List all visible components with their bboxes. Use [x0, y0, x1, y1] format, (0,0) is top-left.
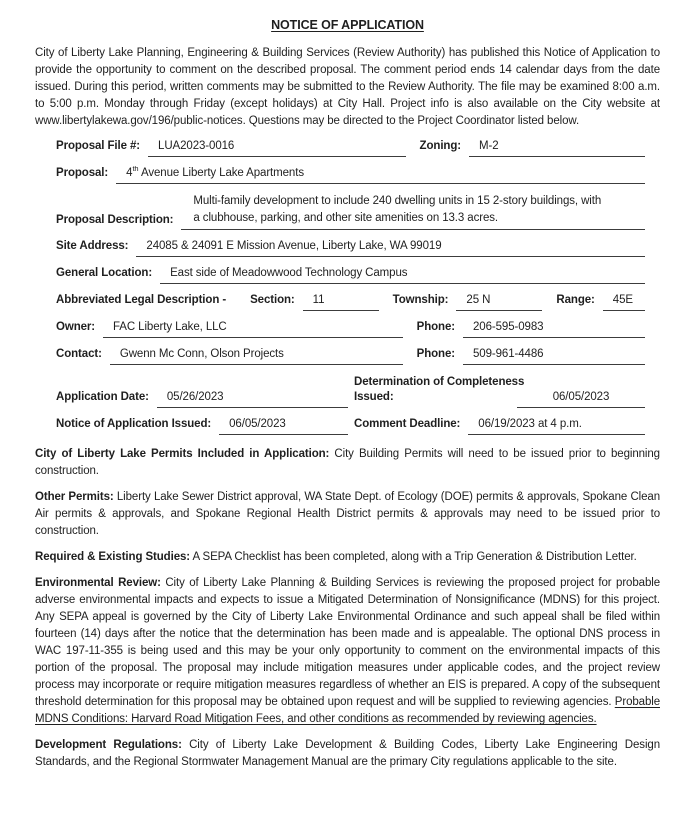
proposal-description-line2: a clubhouse, parking, and other site amenities on 13.3 acres. — [181, 210, 645, 230]
township-label: Township: — [392, 294, 449, 306]
legal-description-label: Abbreviated Legal Description - — [56, 294, 227, 306]
owner-value: FAC Liberty Lake, LLC — [103, 320, 403, 338]
page-title — [35, 18, 660, 32]
environmental-review-label: Environmental Review: — [35, 577, 161, 589]
zoning-value: M-2 — [469, 139, 645, 157]
owner-phone-label: Phone: — [416, 321, 455, 333]
row-application-date — [56, 374, 645, 408]
contact-value: Gwenn Mc Conn, Olson Projects — [110, 347, 403, 365]
determination-label-line2: Issued: — [354, 391, 394, 403]
owner-label: Owner: — [56, 321, 96, 333]
development-regulations-paragraph — [35, 737, 660, 771]
row-contact — [56, 347, 645, 365]
application-form — [56, 139, 645, 435]
proposal-file-value: LUA2023-0016 — [148, 139, 406, 157]
comment-deadline-group — [354, 417, 645, 435]
studies-label: Required & Existing Studies: — [35, 551, 191, 563]
row-notice-issued — [56, 417, 645, 435]
section-value: 11 — [303, 293, 379, 311]
application-date-value: 05/26/2023 — [157, 390, 348, 408]
notice-issued-group — [56, 417, 348, 435]
proposal-file-label: Proposal File #: — [56, 140, 141, 152]
contact-label: Contact: — [56, 348, 102, 360]
studies-paragraph — [35, 549, 660, 566]
notice-issued-value: 06/05/2023 — [219, 417, 348, 435]
general-location-value: East side of Meadowwood Technology Campus — [160, 266, 645, 284]
comment-deadline-value: 06/19/2023 at 4 p.m. — [468, 417, 645, 435]
zoning-label: Zoning: — [419, 140, 461, 152]
development-regulations-label: Development Regulations: — [35, 739, 182, 751]
proposal-label: Proposal: — [56, 167, 109, 179]
application-date-label: Application Date: — [56, 391, 149, 403]
determination-value: 06/05/2023 — [517, 390, 645, 408]
permits-label: City of Liberty Lake Permits Included in Application: — [35, 448, 330, 460]
range-value: 45E — [603, 293, 645, 311]
determination-line2 — [354, 390, 645, 408]
application-date-group — [56, 390, 348, 408]
section-label: Section: — [250, 294, 295, 306]
contact-phone-value: 509-961-4486 — [463, 347, 645, 365]
row-general-location — [56, 266, 645, 284]
permits-paragraph — [35, 446, 660, 480]
comment-deadline-label: Comment Deadline: — [354, 418, 461, 430]
proposal-description-label: Proposal Description: — [56, 214, 174, 226]
range-label: Range: — [556, 294, 595, 306]
contact-phone-label: Phone: — [416, 348, 455, 360]
probable-mdns-conditions-text: Probable MDNS Conditions: Harvard Road Mitigation Fees, and other conditions as recommended by reviewing agencies. — [35, 696, 660, 725]
proposal-value-rest: Avenue Liberty Lake Apartments — [138, 167, 304, 179]
proposal-description-line1: Multi-family development to include 240 dwelling units in 15 2-story buildings, with — [193, 195, 602, 207]
row-legal-description — [56, 293, 645, 311]
row-proposal-file — [56, 139, 645, 157]
studies-text: A SEPA Checklist has been completed, along with a Trip Generation & Distribution Letter. — [190, 551, 637, 563]
row-proposal — [56, 166, 645, 184]
intro-paragraph: City of Liberty Lake Planning, Engineering & Building Services (Review Authority) has published this Notice of Application to provide the opportunity to comment on the described proposal. The comment period ends 14 calendar days from the date issued. During this period, written comments may be submitted to the Review Authority. The file may be examined 8:00 a.m. to 5:00 p.m. Monday through Friday (except holidays) at City Hall. Project info is also available on the City website at www.libertylakewa.gov/196/public-notices. Questions may be directed to the Project Coordinator listed below. — [35, 47, 660, 127]
development-regulations-text: City of Liberty Lake Development & Building Codes, Liberty Lake Engineering Design Standards, and the Regional Stormwater Management Manual are the primary City regulations applicable to the site. — [35, 739, 660, 768]
determination-label-line1: Determination of Completeness — [354, 376, 525, 388]
general-location-label: General Location: — [56, 267, 153, 279]
township-value: 25 N — [456, 293, 542, 311]
other-permits-label: Other Permits: — [35, 491, 114, 503]
proposal-value — [116, 166, 645, 184]
proposal-value-number: 4 — [126, 167, 133, 179]
environmental-review-text: City of Liberty Lake Planning & Building Services is reviewing the proposed project for probable adverse environmental impacts and expects to issue a Mitigated Determination of Nonsignificance (MDNS) for this project. Any SEPA appeal is governed by the City of Liberty Lake Environmental Ordinance and such appeal shall be filed within fourteen (14) days after the notice that the determination has been made and is appealable. The optional DNS process in WAC 197-11-355 is being used and this may be your only opportunity to comment on the environmental impacts of this portion of the proposal. The proposal may include mitigation measures under applicable codes, and the project review process may incorporate or require mitigation measures regardless of whether an EIS is prepared. A copy of the subsequent threshold determination for this proposal may be obtained upon request and will be supplied to reviewing agencies. — [35, 577, 660, 708]
determination-group — [354, 374, 645, 408]
owner-phone-value: 206-595-0983 — [463, 320, 645, 338]
other-permits-text: Liberty Lake Sewer District approval, WA State Dept. of Ecology (DOE) permits & approvals, Spokane Clean Air permits & approvals, and Spokane Regional Health District permits & approvals may need to be issued prior to construction. — [35, 491, 660, 537]
proposal-value-ordinal: th — [132, 166, 139, 174]
environmental-review-paragraph — [35, 575, 660, 728]
other-permits-paragraph — [35, 489, 660, 540]
page-title-text: NOTICE OF APPLICATION — [271, 18, 424, 32]
site-address-value: 24085 & 24091 E Mission Avenue, Liberty Lake, WA 99019 — [136, 239, 645, 257]
proposal-description-value — [181, 193, 645, 230]
notice-issued-label: Notice of Application Issued: — [56, 418, 212, 430]
row-proposal-description — [56, 193, 645, 230]
site-address-label: Site Address: — [56, 240, 129, 252]
row-owner — [56, 320, 645, 338]
row-site-address — [56, 239, 645, 257]
permits-text: City Building Permits will need to be issued prior to beginning construction. — [35, 448, 660, 477]
